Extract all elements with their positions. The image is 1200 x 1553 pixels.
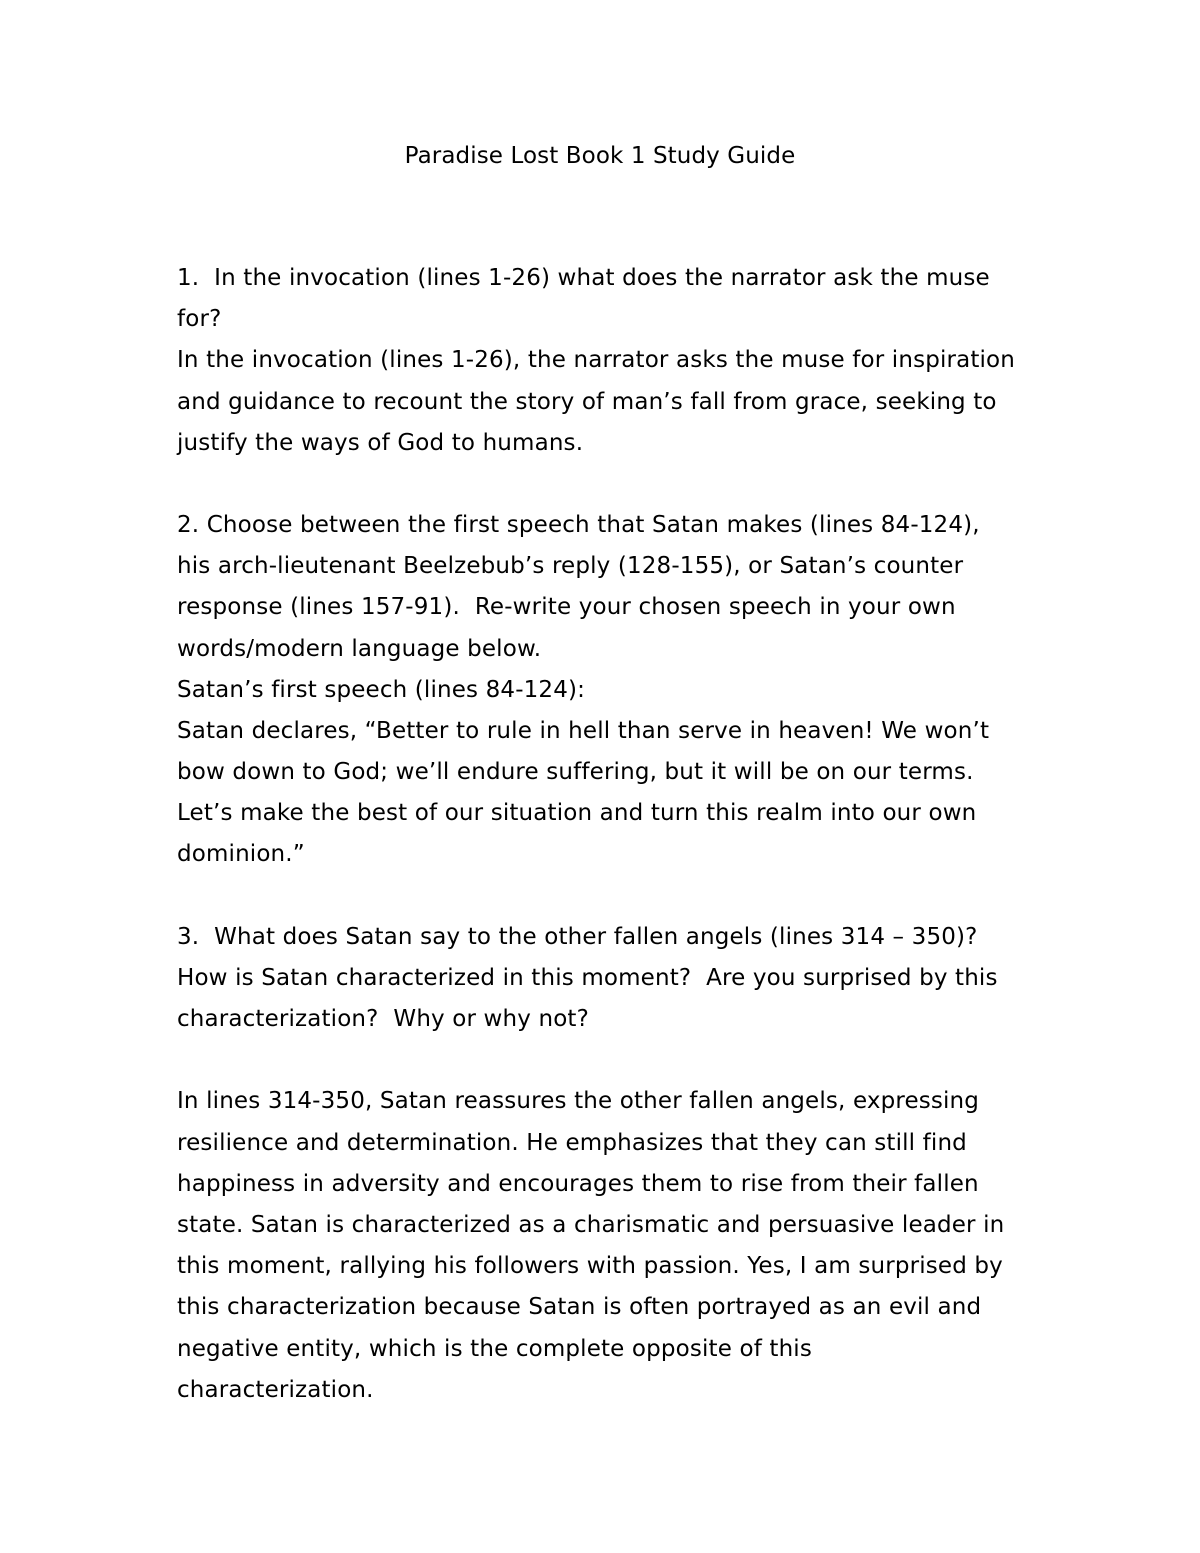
answer-3-line-6: this characterization because Satan is often portrayed as an evil and	[177, 1294, 982, 1320]
answer-3-line-5: this moment, rallying his followers with passion. Yes, I am surprised by	[177, 1253, 1003, 1279]
question-3-line-1: 3. What does Satan say to the other fallen angels (lines 314 – 350)?	[177, 924, 978, 950]
answer-3-line-8: characterization.	[177, 1377, 374, 1403]
answer-1-line-3: justify the ways of God to humans.	[177, 430, 584, 456]
document-title: Paradise Lost Book 1 Study Guide	[404, 143, 796, 169]
answer-3-line-3: happiness in adversity and encourages them to rise from their fallen	[177, 1171, 979, 1197]
question-2-line-1: 2. Choose between the first speech that Satan makes (lines 84-124),	[177, 512, 980, 538]
question-2-line-4: words/modern language below.	[177, 636, 542, 662]
answer-2-line-3: Let’s make the best of our situation and turn this realm into our own	[177, 800, 977, 826]
answer-3-line-4: state. Satan is characterized as a charismatic and persuasive leader in	[177, 1212, 1005, 1238]
question-2-line-3: response (lines 157-91). Re-write your chosen speech in your own	[177, 594, 956, 620]
question-1-line-1: 1. In the invocation (lines 1-26) what does the narrator ask the muse	[177, 265, 990, 291]
answer-3-line-2: resilience and determination. He emphasizes that they can still find	[177, 1130, 967, 1156]
answer-2-heading: Satan’s first speech (lines 84-124):	[177, 677, 586, 703]
answer-2-line-2: bow down to God; we’ll endure suffering, but it will be on our terms.	[177, 759, 974, 785]
question-2-line-2: his arch-lieutenant Beelzebub’s reply (128-155), or Satan’s counter	[177, 553, 964, 579]
answer-1-line-2: and guidance to recount the story of man’s fall from grace, seeking to	[177, 389, 997, 415]
question-3-line-2: How is Satan characterized in this moment? Are you surprised by this	[177, 965, 998, 991]
answer-1-line-1: In the invocation (lines 1-26), the narrator asks the muse for inspiration	[177, 347, 1015, 373]
question-1-line-2: for?	[177, 306, 222, 332]
answer-3-line-1: In lines 314-350, Satan reassures the other fallen angels, expressing	[177, 1088, 980, 1114]
answer-2-line-1: Satan declares, “Better to rule in hell than serve in heaven! We won’t	[177, 718, 990, 744]
answer-3-line-7: negative entity, which is the complete opposite of this	[177, 1336, 812, 1362]
question-3-line-3: characterization? Why or why not?	[177, 1006, 589, 1032]
answer-2-line-4: dominion.”	[177, 841, 305, 867]
